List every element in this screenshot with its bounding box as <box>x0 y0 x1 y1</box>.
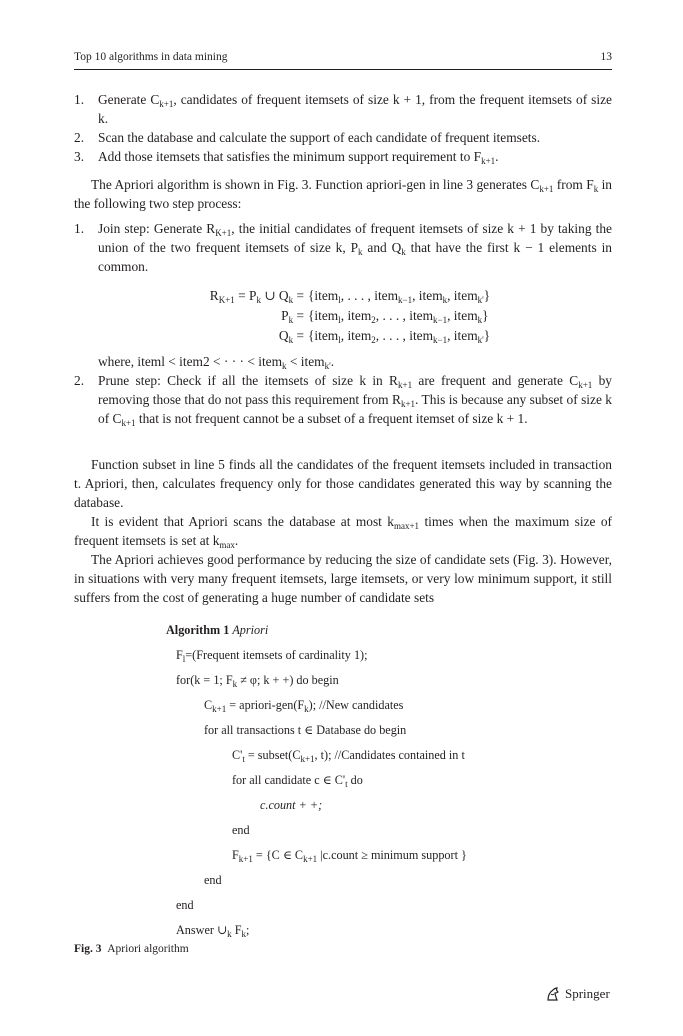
step-number: 1. <box>74 92 85 107</box>
algorithm-line: for all candidate c ∈ $C'_t$ do <box>232 773 363 789</box>
step-1 <box>74 90 612 128</box>
step-3 <box>74 147 612 166</box>
algorithm-name: Apriori <box>232 623 269 637</box>
algorithm-line: for(k = 1; $F_k \ne \varphi$; k + +) do begin <box>176 673 339 689</box>
equation-q-rhs: {item$_l$, item$_2$, . . . , item$_{k-1}$, item$_{k'}$} <box>308 328 491 345</box>
equation-r <box>74 286 612 306</box>
algorithm-line: Answer $\cup_k$ $F_k$; <box>176 923 250 939</box>
step-2 <box>74 128 612 147</box>
join-step <box>74 219 612 276</box>
page-number: 13 <box>600 51 612 63</box>
algorithm-line: $C_{k+1}$ = apriori-$gen(F_k)$; //New candidates <box>204 698 404 714</box>
equation-q <box>74 326 612 346</box>
equation-r-rhs: {item$_l$, . . . , item$_{k-1}$, item$_k$, item$_{k'}$} <box>308 288 491 305</box>
publisher-logo <box>545 986 610 1002</box>
paragraph-performance: The Apriori achieves good performance by reducing the size of candidate sets (Fig. 3). However, in situations with very many frequent itemsets, large itemsets, or very low minimum support, it still suffers from the cost of generating a huge number of candidate sets <box>74 552 612 605</box>
algorithm-line: end <box>176 898 194 912</box>
where-clause: where, iteml < item2 < · · · < item$_k$ < item$_{k'}$. <box>98 354 335 371</box>
step-text: Add those itemsets that satisfies the minimum support requirement to $F_{k+1}$. <box>98 149 499 166</box>
algorithm-heading <box>166 623 268 638</box>
steps-list <box>74 90 612 166</box>
algorithm-line: end <box>232 823 250 837</box>
algorithm-line: for all transactions t ∈ Database do begin <box>204 723 407 737</box>
equation-p <box>74 306 612 326</box>
step-number: 2. <box>74 373 85 388</box>
equation-q-lhs: $Q_k$ = <box>278 328 304 345</box>
two-step-process <box>74 219 612 428</box>
algorithm-label: Algorithm 1 <box>166 623 230 637</box>
process-list-cont <box>74 371 612 428</box>
publisher-name: Springer <box>565 986 610 1001</box>
caption-text: Apriori algorithm <box>107 943 189 955</box>
algorithm-line: c.count + +; <box>260 798 323 812</box>
algorithm-line: end <box>204 873 222 887</box>
algorithm-line: $F_l=(Frequent$ itemsets of cardinality 1); <box>176 648 368 664</box>
process-list <box>74 219 612 276</box>
caption-label: Fig. 3 <box>74 943 102 955</box>
running-title: Top 10 algorithms in data mining <box>74 51 228 63</box>
prune-step <box>74 371 612 428</box>
step-number: 3. <box>74 149 85 164</box>
running-header <box>74 51 612 70</box>
figure-caption <box>74 943 189 955</box>
algorithm-line: $F_{k+1} = \{C$ ∈ $C_{k+1}$ |c.count ≥ minimum support } <box>232 848 467 864</box>
intro-block <box>74 175 612 213</box>
intro-paragraph: The Apriori algorithm is shown in Fig. 3. Function apriori-gen in line 3 generates $C_{k+1}$ from $F_k$ in the following two step process: <box>74 177 612 211</box>
step-number: 1. <box>74 221 85 236</box>
paragraph-scans: It is evident that Apriori scans the database at most $k_{max+1}$ times when the maximum size of frequent itemsets is set at $k_{max}$. <box>74 514 613 550</box>
paragraph-subset: Function subset in line 5 finds all the candidates of the frequent itemsets included in transaction t. Apriori, then, calculates frequency only for those candidates generated this way by scanning the database. <box>74 457 612 510</box>
join-step-text: Join step: Generate $R_{K+1}$, the initial candidates of frequent itemsets of size k + 1 by taking the union of the two frequent itemsets of size k, $P_k$ and $Q_k$ that have the first k − 1 elements in common. <box>98 221 612 274</box>
step-number: 2. <box>74 130 85 145</box>
step-text: Generate $C_{k+1}$, candidates of frequent itemsets of size k + 1, from the frequent itemsets of size k. <box>98 92 612 126</box>
body-paragraphs <box>74 455 612 607</box>
steps-block <box>74 90 612 166</box>
algorithm-line: $C'_t$ = $subset(C_{k+1}$, t); //Candidates contained in t <box>232 748 465 764</box>
step-text: Scan the database and calculate the support of each candidate of frequent itemsets. <box>98 130 541 145</box>
springer-horse-icon <box>545 986 561 1002</box>
equation-p-lhs: $P_k$ = <box>281 308 304 325</box>
equation-p-rhs: {item$_l$, item$_2$, . . . , item$_{k-1}$, item$_k$} <box>308 308 489 325</box>
prune-step-text: Prune step: Check if all the itemsets of size k in $R_{k+1}$ are frequent and generate $C_{k+1}$ by removing those that do not pass this requirement from $R_{k+1}$. This is because any subset of size k of $C_{k+1}$ that is not frequent cannot be a subset of a frequent itemset of size k + 1. <box>98 373 613 428</box>
equation-r-lhs: $R_{K+1} = P_k$ ∪ $Q_k$ = <box>209 288 304 305</box>
